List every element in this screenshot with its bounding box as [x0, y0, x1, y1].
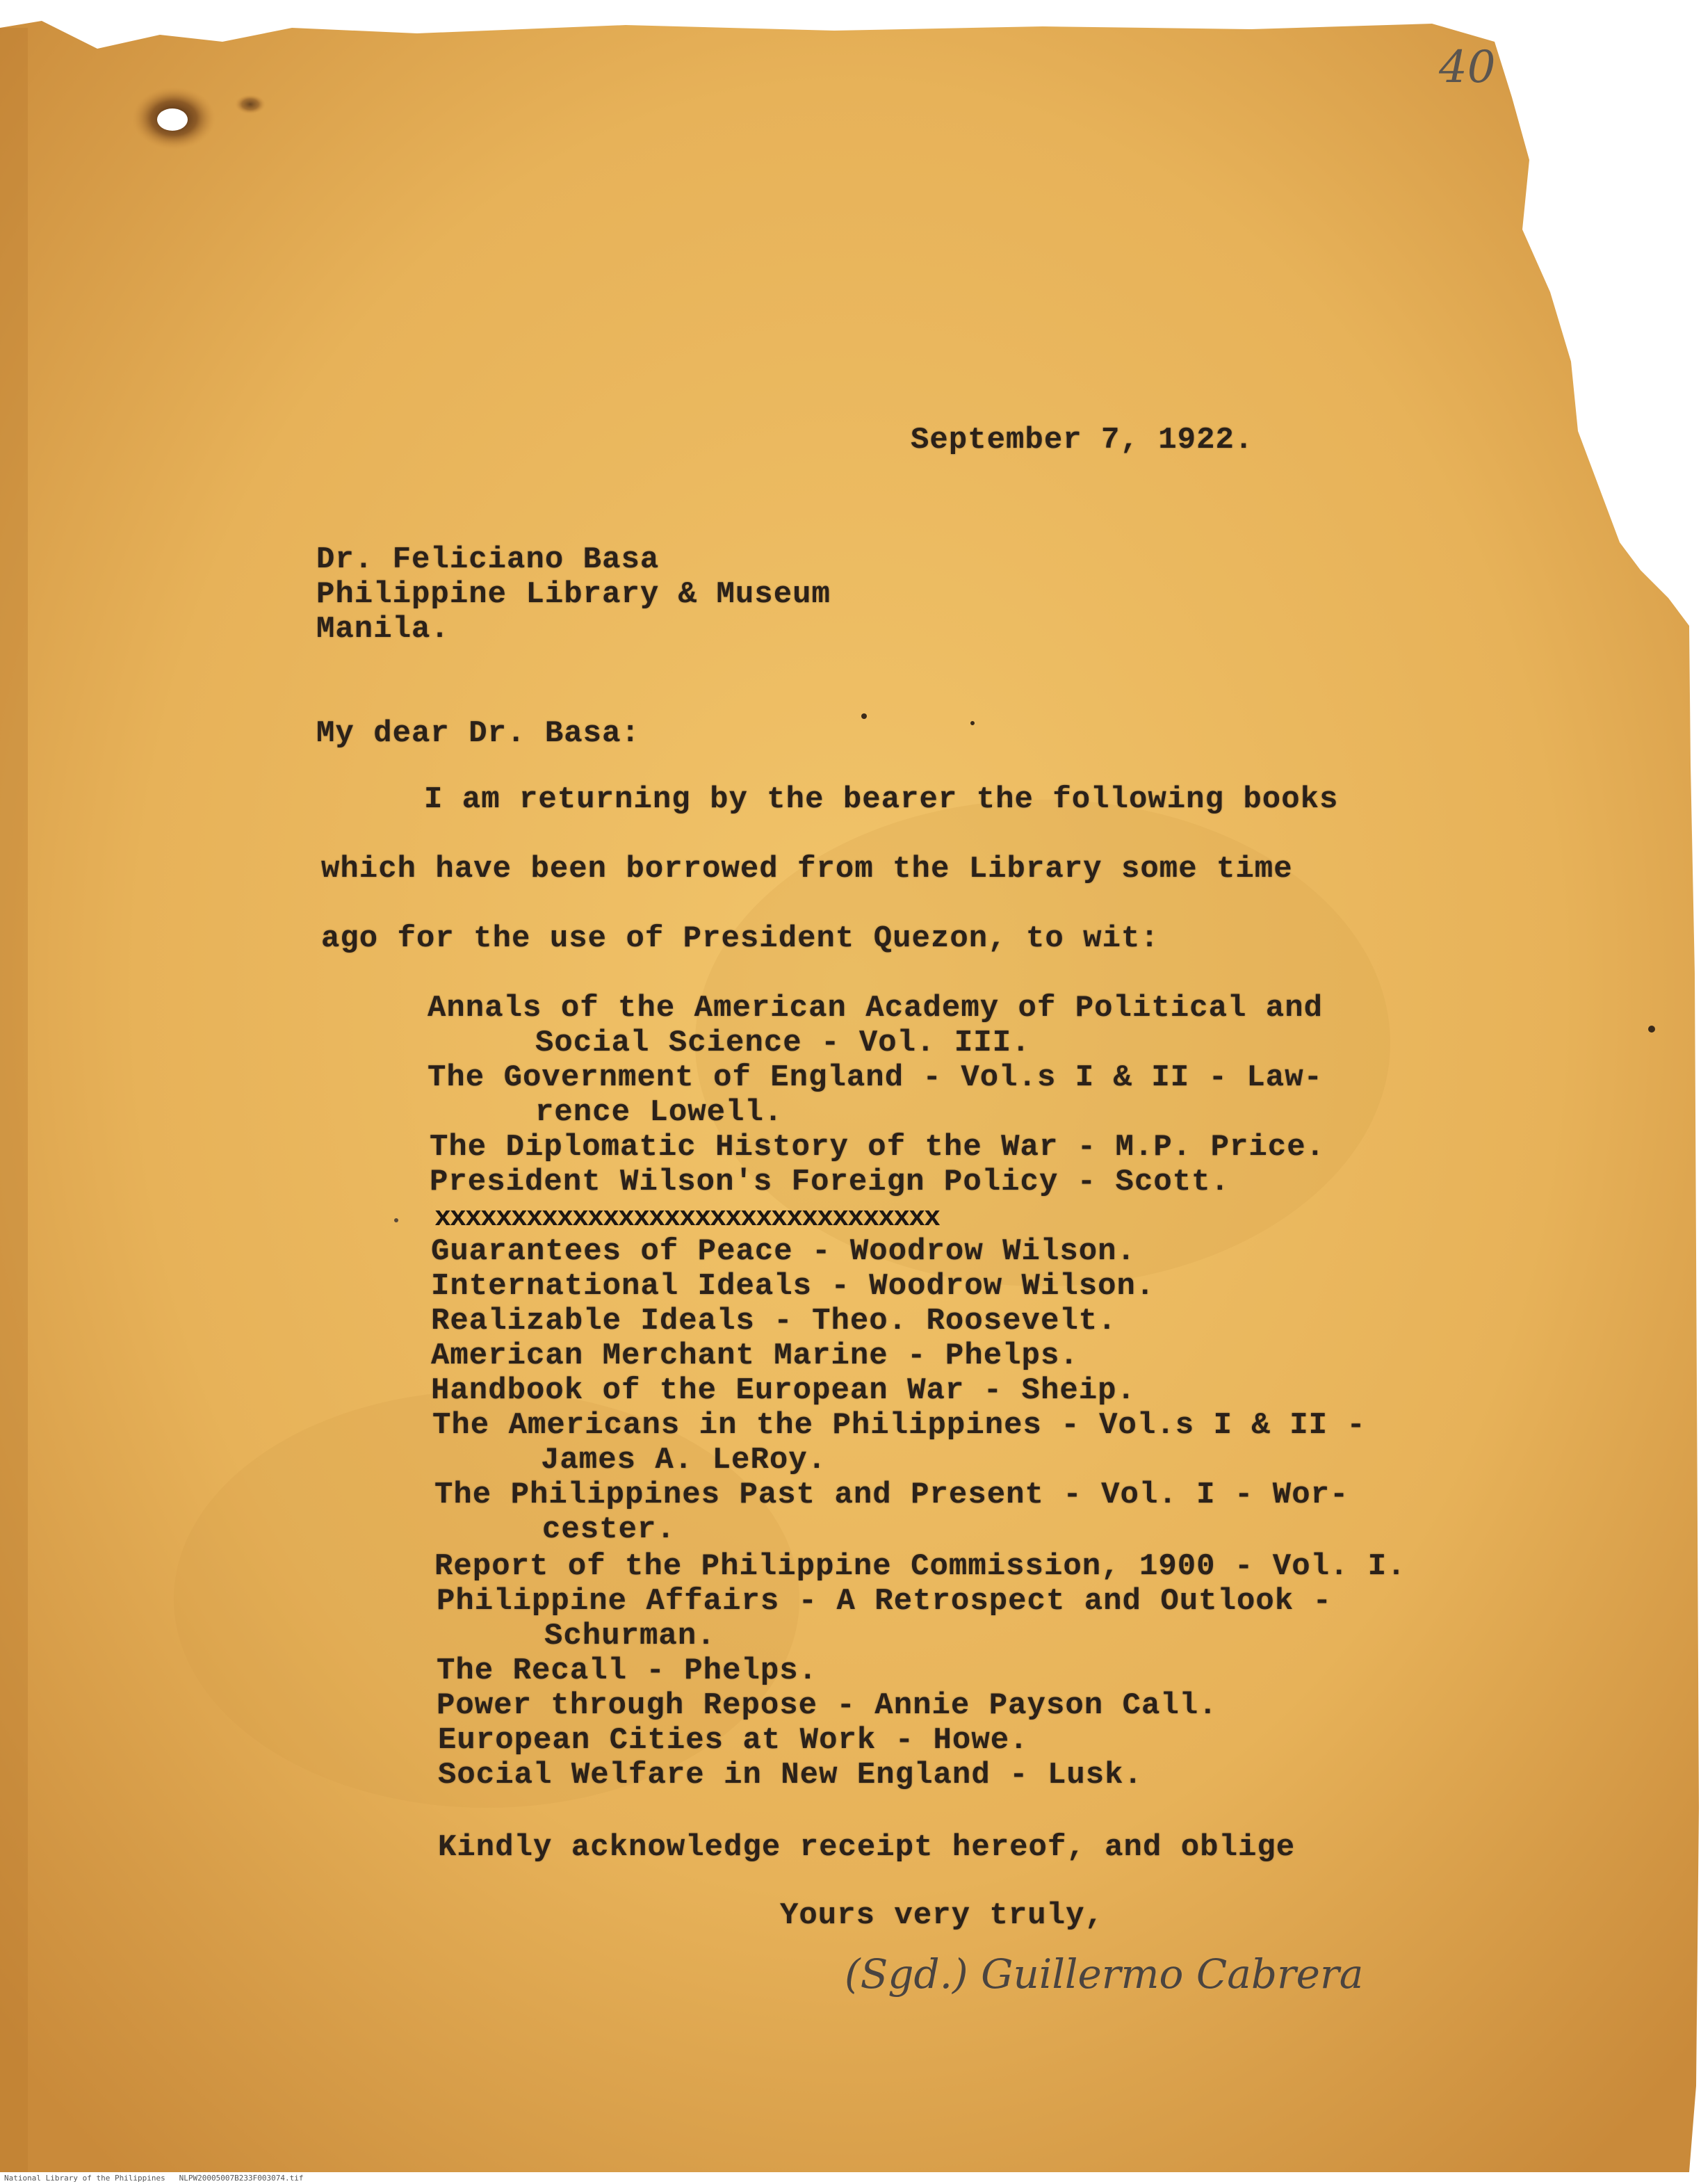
book-list-line: Philippine Affairs - A Retrospect and Outlook - [437, 1584, 1333, 1619]
book-list-line: The Americans in the Philippines - Vol.s I & II - [432, 1408, 1366, 1443]
book-list-line: President Wilson's Foreign Policy - Scott. [430, 1165, 1230, 1199]
letter-date: September 7, 1922. [911, 423, 1254, 458]
book-list-line: Annals of the American Academy of Political and [428, 991, 1324, 1026]
ink-speck [394, 1218, 398, 1222]
book-list-line: European Cities at Work - Howe. [438, 1723, 1029, 1758]
book-list-line: American Merchant Marine - Phelps. [431, 1338, 1079, 1373]
book-list-line: cester. [542, 1512, 676, 1547]
book-list-line: Report of the Philippine Commission, 1900 - Vol. I. [434, 1549, 1406, 1584]
address-line-2: Philippine Library & Museum [316, 577, 831, 612]
ink-speck [970, 721, 975, 725]
complimentary-close: Yours very truly, [780, 1898, 1104, 1933]
archive-footer-label: National Library of the Philippines NLPW20005007B233F003074.tif [4, 2174, 304, 2183]
struck-out-line: xxxxxxxxxxxxxxxxxxxxxxxxxxxxxxxxx [434, 1203, 940, 1234]
book-list-line: Social Science - Vol. III. [535, 1026, 1031, 1060]
corner-number-annotation: 40 [1439, 42, 1496, 93]
signature: (Sgd.) Guillermo Cabrera [845, 1950, 1364, 1998]
left-edge-stain [0, 28, 28, 2172]
book-list-line: The Government of England - Vol.s I & II - Law- [428, 1060, 1324, 1095]
body-line-1: I am returning by the bearer the following books [424, 782, 1339, 817]
salutation: My dear Dr. Basa: [316, 716, 640, 751]
burn-spot [235, 95, 266, 114]
book-list-line: The Philippines Past and Present - Vol. I - Wor- [434, 1478, 1349, 1512]
ink-speck [1648, 1026, 1655, 1033]
book-list-line: Schurman. [544, 1619, 716, 1653]
body-line-2: which have been borrowed from the Library some time [321, 852, 1293, 887]
book-list-line: Handbook of the European War - Sheip. [431, 1373, 1136, 1408]
ink-speck [861, 713, 867, 719]
book-list-line: International Ideals - Woodrow Wilson. [431, 1269, 1155, 1304]
closing-request: Kindly acknowledge receipt hereof, and oblige [438, 1830, 1296, 1865]
body-line-3: ago for the use of President Quezon, to wit: [321, 921, 1159, 956]
book-list-line: Guarantees of Peace - Woodrow Wilson. [431, 1234, 1136, 1269]
book-list-line: Realizable Ideals - Theo. Roosevelt. [431, 1304, 1117, 1338]
book-list-line: Power through Repose - Annie Payson Call. [437, 1688, 1218, 1723]
address-line-1: Dr. Feliciano Basa [316, 542, 660, 577]
book-list-line: Social Welfare in New England - Lusk. [438, 1758, 1143, 1793]
burn-hole-center [157, 108, 188, 131]
book-list-line: The Diplomatic History of the War - M.P. Price. [430, 1130, 1326, 1165]
address-line-3: Manila. [316, 612, 450, 647]
book-list-line: The Recall - Phelps. [437, 1653, 818, 1688]
book-list-line: James A. LeRoy. [541, 1443, 827, 1478]
book-list-line: rence Lowell. [535, 1095, 783, 1130]
